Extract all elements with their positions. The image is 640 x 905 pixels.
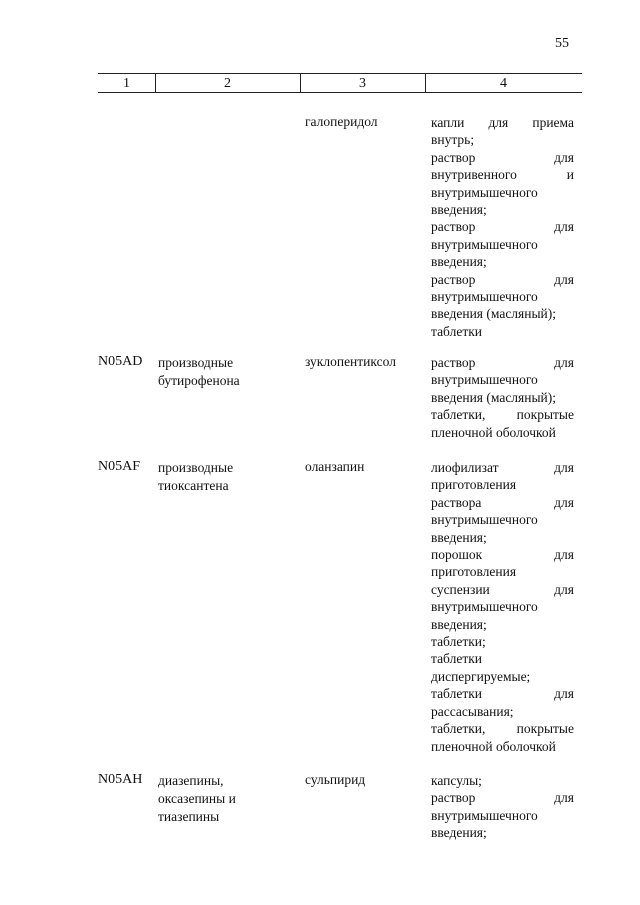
dosage-form-word: таблетки: [431, 686, 483, 702]
dosage-form-word: введения;: [431, 202, 487, 218]
dosage-form-line: [431, 563, 574, 580]
dosage-form-word: раствор: [431, 355, 476, 370]
dosage-form-word: таблетки: [431, 651, 483, 667]
dosage-form-word: пленочной оболочкой: [431, 738, 556, 754]
dosage-form-word: внутримышечного: [431, 599, 538, 615]
dosage-form-word: пленочной оболочкой: [431, 424, 556, 440]
dosage-form-line: [431, 371, 574, 388]
table-header-top-rule: [98, 73, 582, 74]
dosage-form-word: и: [566, 167, 574, 183]
table-header-col-4: 4: [500, 76, 507, 91]
dosage-form-word: приема: [532, 115, 574, 130]
dosage-form-line: [431, 424, 574, 441]
dosage-form-word: раствор: [431, 790, 476, 806]
dosage-form-line: [431, 511, 574, 528]
dosage-form-line: [431, 114, 574, 131]
dosage-form-line: [431, 149, 574, 166]
dosage-form-line: [431, 616, 574, 633]
dosage-form-word: введения;: [431, 616, 487, 632]
dosage-form-line: [431, 406, 574, 423]
dosage-form-word: для: [488, 115, 509, 130]
dosage-form-line: [431, 184, 574, 201]
dosage-form-word: для: [554, 355, 574, 370]
dosage-form-line: [431, 323, 574, 340]
dosage-forms: [431, 354, 574, 441]
dosage-form-word: раствор: [431, 219, 476, 235]
dosage-form-line: [431, 236, 574, 253]
dosage-form-line: [431, 789, 574, 806]
dosage-form-line: [431, 529, 574, 546]
dosage-form-line: [431, 288, 574, 305]
dosage-form-line: [431, 703, 574, 720]
dosage-form-line: [431, 271, 574, 288]
group-word: и: [228, 791, 236, 806]
dosage-form-word: для: [554, 790, 574, 806]
atc-code: N05AD: [98, 354, 143, 369]
dosage-form-line: [431, 494, 574, 511]
dosage-form-line: [431, 131, 574, 148]
dosage-form-word: внутривенного: [431, 167, 517, 183]
dosage-form-word: введения (масляный);: [431, 306, 557, 322]
dosage-form-line: [431, 685, 574, 702]
table-header-col-3: 3: [359, 76, 366, 91]
dosage-form-word: для: [554, 686, 574, 702]
dosage-form-word: для: [554, 460, 574, 475]
dosage-form-word: для: [554, 219, 574, 235]
dosage-form-line: [431, 218, 574, 235]
dosage-form-word: капсулы;: [431, 773, 482, 788]
dosage-form-line: [431, 598, 574, 615]
drug-name: оланзапин: [305, 459, 365, 474]
dosage-form-line: [431, 459, 574, 476]
dosage-form-word: введения;: [431, 254, 487, 270]
dosage-form-line: [431, 633, 574, 650]
dosage-form-word: для: [554, 494, 574, 510]
dosage-form-word: покрытые: [516, 721, 574, 737]
group-line: тиоксантена: [158, 478, 229, 493]
dosage-form-word: раствор: [431, 271, 476, 287]
group-line: бутирофенона: [158, 373, 240, 388]
dosage-form-word: капли: [431, 115, 465, 130]
dosage-form-word: покрытые: [516, 407, 574, 423]
drug-name: зуклопентиксол: [305, 354, 396, 369]
dosage-form-word: внутримышечного: [431, 289, 538, 305]
dosage-form-word: внутримышечного: [431, 512, 538, 528]
dosage-form-word: рассасывания;: [431, 703, 514, 719]
dosage-form-line: [431, 546, 574, 563]
dosage-form-word: таблетки,: [431, 407, 486, 423]
dosage-form-word: раствор: [431, 149, 476, 165]
dosage-form-word: для: [554, 271, 574, 287]
dosage-forms: [431, 114, 574, 340]
dosage-form-line: [431, 253, 574, 270]
page-number: 55: [555, 36, 569, 51]
dosage-form-word: внутримышечного: [431, 807, 538, 823]
dosage-form-word: приготовления: [431, 564, 517, 580]
dosage-form-word: диспергируемые;: [431, 668, 531, 684]
dosage-form-word: таблетки,: [431, 721, 486, 737]
dosage-form-word: приготовления: [431, 477, 517, 493]
dosage-form-line: [431, 824, 574, 841]
dosage-form-word: для: [554, 581, 574, 597]
dosage-form-line: [431, 772, 574, 789]
dosage-form-word: введения (масляный);: [431, 389, 557, 405]
dosage-form-line: [431, 581, 574, 598]
dosage-forms: [431, 459, 574, 755]
dosage-form-word: таблетки;: [431, 634, 486, 650]
dosage-form-line: [431, 354, 574, 371]
dosage-form-word: введения;: [431, 529, 487, 545]
dosage-form-line: [431, 305, 574, 322]
drug-name: сульпирид: [305, 772, 366, 787]
dosage-form-line: [431, 476, 574, 493]
pharmacological-group: [158, 354, 240, 390]
dosage-form-word: для: [554, 149, 574, 165]
dosage-form-word: порошок: [431, 547, 483, 563]
dosage-form-line: [431, 807, 574, 824]
group-line: [158, 790, 294, 808]
group-line: производные: [158, 355, 234, 370]
dosage-form-word: внутримышечного: [431, 372, 538, 388]
group-line: тиазепины: [158, 809, 220, 824]
pharmacological-group: [158, 459, 233, 495]
dosage-form-word: введения;: [431, 825, 487, 841]
group-line: производные: [158, 460, 234, 475]
dosage-form-line: [431, 650, 574, 667]
atc-code: N05AF: [98, 459, 141, 474]
dosage-form-word: внутримышечного: [431, 184, 538, 200]
dosage-form-line: [431, 166, 574, 183]
dosage-form-word: лиофилизат: [431, 460, 499, 475]
dosage-form-line: [431, 389, 574, 406]
dosage-form-word: внутримышечного: [431, 236, 538, 252]
atc-code: N05AH: [98, 772, 143, 787]
dosage-form-line: [431, 738, 574, 755]
table-header-col-2: 2: [224, 76, 231, 91]
dosage-form-line: [431, 201, 574, 218]
group-word: оксазепины: [158, 791, 226, 806]
table-header-col-1: 1: [123, 76, 130, 91]
dosage-form-word: таблетки: [431, 323, 483, 339]
drug-name: галоперидол: [305, 114, 378, 129]
dosage-forms: [431, 772, 574, 842]
table-header-bottom-rule: [98, 92, 582, 93]
group-line: диазепины,: [158, 773, 224, 788]
dosage-form-line: [431, 720, 574, 737]
dosage-form-word: для: [554, 547, 574, 563]
dosage-form-word: суспензии: [431, 581, 490, 597]
pharmacological-group: [158, 772, 294, 826]
dosage-form-line: [431, 668, 574, 685]
dosage-form-word: внутрь;: [431, 132, 475, 148]
dosage-form-word: раствора: [431, 494, 482, 510]
